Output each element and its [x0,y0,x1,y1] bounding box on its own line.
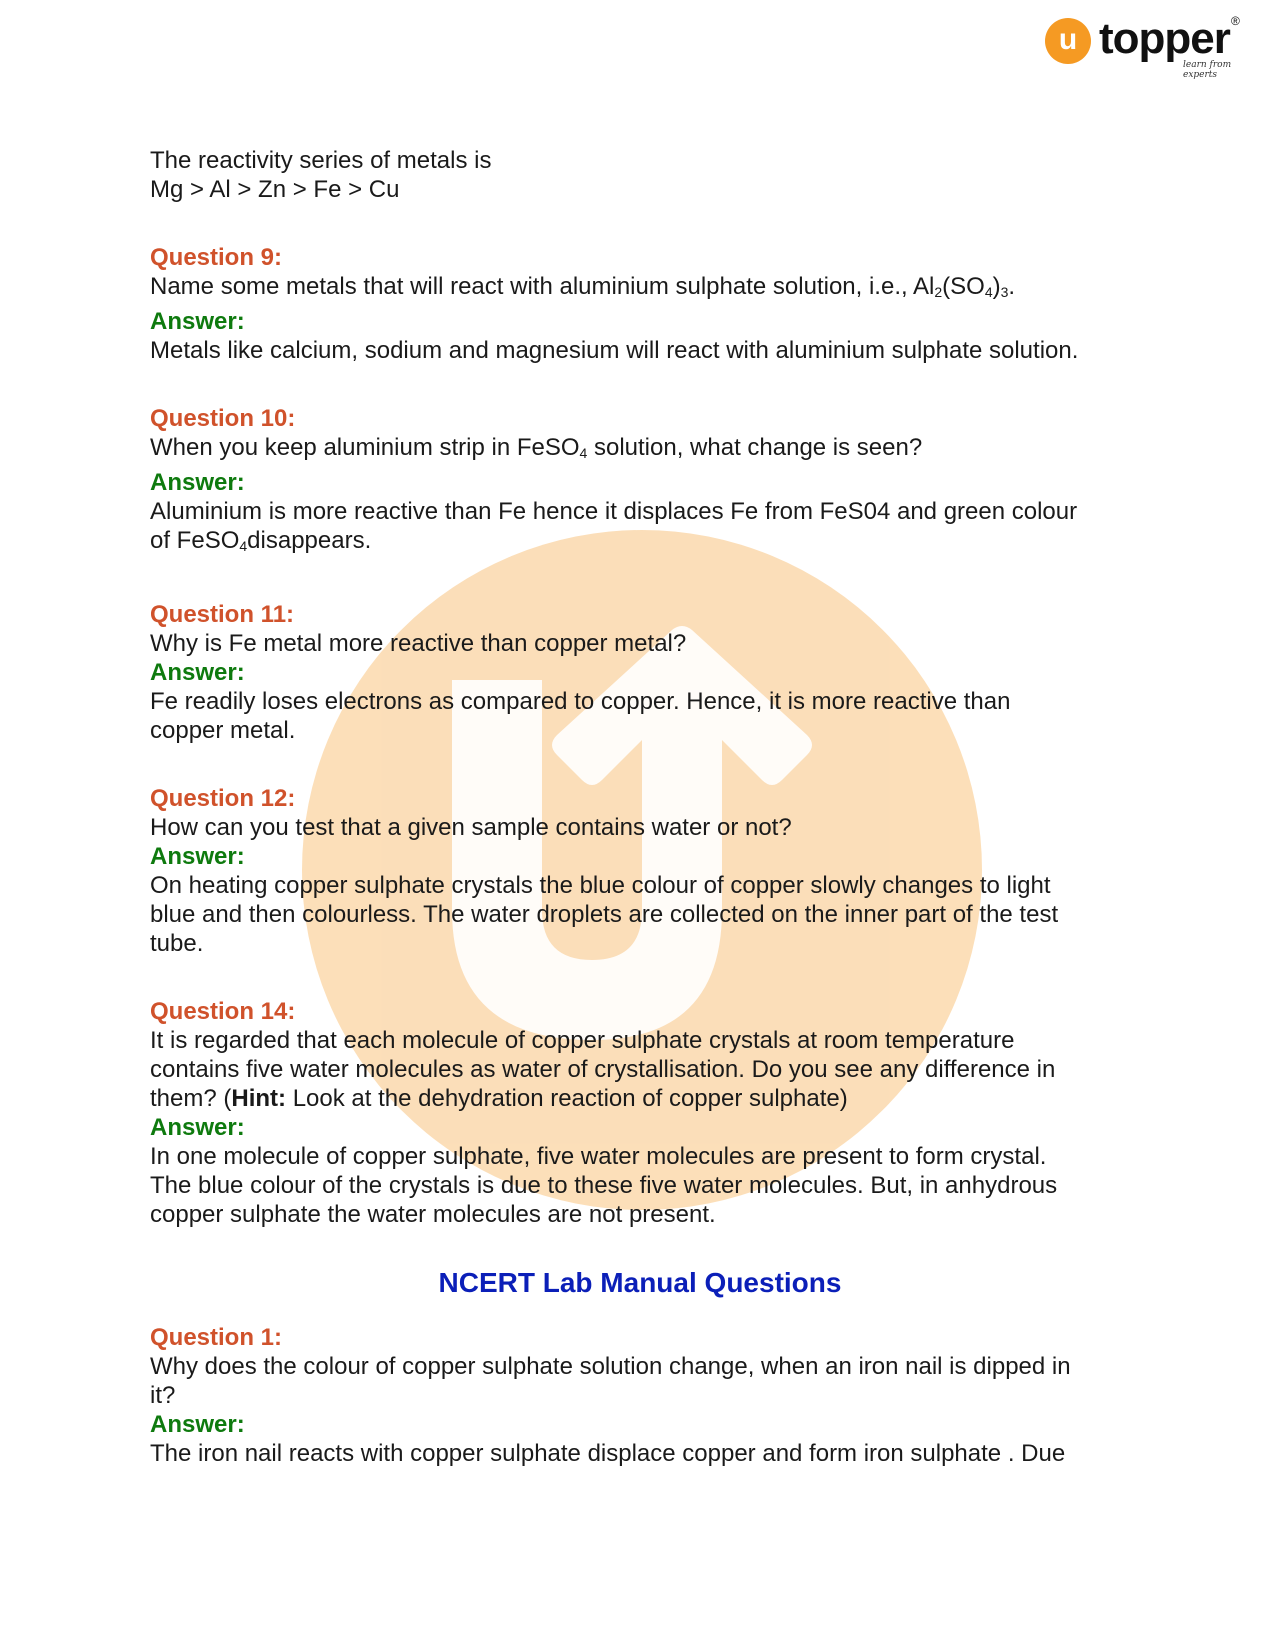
hint-label: Hint: [231,1085,287,1112]
document-content [150,146,1130,1507]
question-12-label: Question 12: [150,785,296,812]
lab-question-1-label: Question 1: [150,1324,283,1351]
answer-10-label: Answer: [150,469,245,496]
question-14-line-3-pre: them? ( [150,1085,232,1112]
answer-11-line-1: Fe readily loses electrons as compared to copper. Hence, it is more reactive than [150,688,1011,715]
answer-9-label: Answer: [150,308,245,335]
question-12-text: How can you test that a given sample contains water or not? [150,814,792,841]
question-10-text-post: solution, what change is seen? [587,434,923,461]
answer-10-line-2 [150,526,1130,561]
answer-14-line-3: copper sulphate the water molecules are not present. [150,1201,716,1228]
answer-11-line-2: copper metal. [150,717,296,744]
lab-question-1-line-1: Why does the colour of copper sulphate solution change, when an iron nail is dipped in [150,1353,1071,1380]
answer-14-label: Answer: [150,1114,245,1141]
answer-12-line-1: On heating copper sulphate crystals the blue colour of copper slowly changes to light [150,872,1051,899]
question-10-sub: 4 [579,445,588,461]
question-9-text-post: . [1008,273,1016,300]
question-10-text-pre: When you keep aluminium strip in FeSO [150,434,580,461]
lab-question-1-line-2: it? [150,1382,176,1409]
logo-registered: ® [1231,14,1240,28]
question-9-sub-2: 4 [984,284,993,300]
answer-10-line-2-post: disappears. [247,527,372,554]
intro-line-2: Mg > Al > Zn > Fe > Cu [150,176,400,203]
answer-10-sub: 4 [239,538,248,554]
answer-10-line-2-pre: of FeSO [150,527,240,554]
question-9-text [150,272,1130,307]
logo-name: topper [1099,14,1230,63]
question-14-line-3-post: Look at the dehydration reaction of copper sulphate) [286,1085,848,1112]
question-14-line-2: contains five water molecules as water of crystallisation. Do you see any difference in [150,1056,1056,1083]
topper-logo [1045,14,1245,80]
answer-10-line-1: Aluminium is more reactive than Fe hence it displaces Fe from FeS04 and green colour [150,498,1078,525]
answer-14-line-1: In one molecule of copper sulphate, five water molecules are present to form crystal. [150,1143,1047,1170]
answer-11-label: Answer: [150,659,245,686]
answer-9-text: Metals like calcium, sodium and magnesium will react with aluminium sulphate solution. [150,337,1079,364]
question-9-label: Question 9: [150,244,283,271]
lab-question-1-block [150,1323,1130,1468]
lab-answer-1-line-1: The iron nail reacts with copper sulphate displace copper and form iron sulphate . Due [150,1440,1066,1467]
question-10-block [150,404,1130,561]
lab-answer-1-label: Answer: [150,1411,245,1438]
question-11-label: Question 11: [150,601,295,628]
answer-12-line-2: blue and then colourless. The water droplets are collected on the inner part of the test [150,901,1059,928]
answer-12-label: Answer: [150,843,245,870]
question-9-text-mid-2: ) [992,273,1001,300]
question-14-block [150,997,1130,1229]
question-9-text-mid: (SO [942,273,985,300]
question-9-sub-1: 2 [934,284,943,300]
question-9-block [150,243,1130,365]
logo-mark: u [1045,18,1091,64]
intro-line-1: The reactivity series of metals is [150,147,492,174]
intro-block [150,146,1130,204]
question-9-sub-3: 3 [1000,284,1009,300]
question-14-line-3 [150,1084,1130,1113]
question-11-text: Why is Fe metal more reactive than copper metal? [150,630,687,657]
question-9-text-pre: Name some metals that will react with aluminium sulphate solution, i.e., Al [150,273,935,300]
question-11-block [150,600,1130,745]
question-10-label: Question 10: [150,405,296,432]
question-14-line-1: It is regarded that each molecule of copper sulphate crystals at room temperature [150,1027,1015,1054]
section-title: NCERT Lab Manual Questions [438,1267,842,1298]
question-10-text [150,433,1130,468]
logo-tagline: learn from experts [1183,60,1232,80]
question-12-block [150,784,1130,958]
answer-12-line-3: tube. [150,930,204,957]
answer-14-line-2: The blue colour of the crystals is due to these five water molecules. But, in anhydrous [150,1172,1058,1199]
question-14-label: Question 14: [150,998,296,1025]
